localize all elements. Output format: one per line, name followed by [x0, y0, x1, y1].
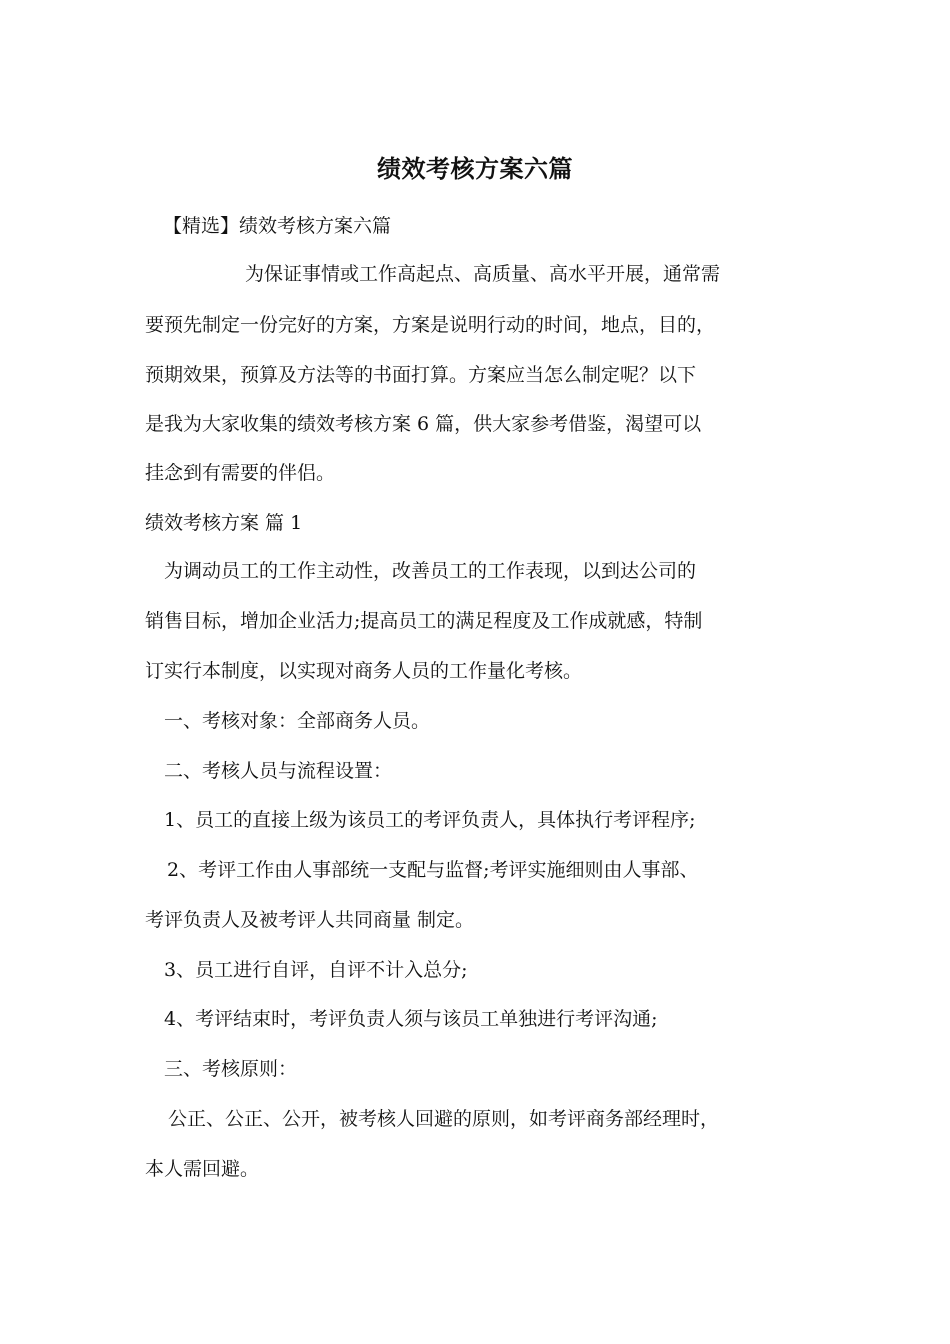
paragraph-line: 考评负责人及被考评人共同商量 制定。	[145, 909, 475, 931]
list-item: 2、考评工作由人事部统一支配与监督;考评实施细则由人事部、	[167, 859, 699, 881]
list-item: 二、考核人员与流程设置：	[164, 760, 393, 782]
paragraph-line: 销售目标，增加企业活力;提高员工的满足程度及工作成就感，特制	[145, 610, 703, 632]
subtitle-line: 【精选】绩效考核方案六篇	[163, 215, 392, 237]
list-item: 三、考核原则：	[164, 1058, 298, 1080]
list-item: 3、员工进行自评，自评不计入总分;	[164, 959, 468, 981]
paragraph-line: 公正、公正、公开，被考核人回避的原则，如考评商务部经理时，	[168, 1108, 720, 1130]
list-item: 一、考核对象：全部商务人员。	[164, 710, 431, 732]
paragraph-line: 挂念到有需要的伴侣。	[145, 462, 336, 484]
paragraph-line: 本人需回避。	[145, 1158, 260, 1180]
document-title: 绩效考核方案六篇	[377, 155, 573, 183]
paragraph-line: 为保证事情或工作高起点、高质量、高水平开展，通常需	[245, 263, 721, 285]
paragraph-line: 是我为大家收集的绩效考核方案 6 篇，供大家参考借鉴，渴望可以	[145, 413, 702, 435]
list-item: 1、员工的直接上级为该员工的考评负责人，具体执行考评程序;	[164, 809, 696, 831]
section-heading: 绩效考核方案 篇 1	[145, 512, 303, 534]
paragraph-line: 预期效果，预算及方法等的书面打算。方案应当怎么制定呢？以下	[145, 364, 697, 386]
list-item: 4、考评结束时，考评负责人须与该员工单独进行考评沟通;	[164, 1008, 658, 1030]
paragraph-line: 要预先制定一份完好的方案，方案是说明行动的时间，地点，目的，	[145, 314, 716, 336]
paragraph-line: 订实行本制度，以实现对商务人员的工作量化考核。	[145, 660, 583, 682]
paragraph-line: 为调动员工的工作主动性，改善员工的工作表现，以到达公司的	[164, 560, 697, 582]
